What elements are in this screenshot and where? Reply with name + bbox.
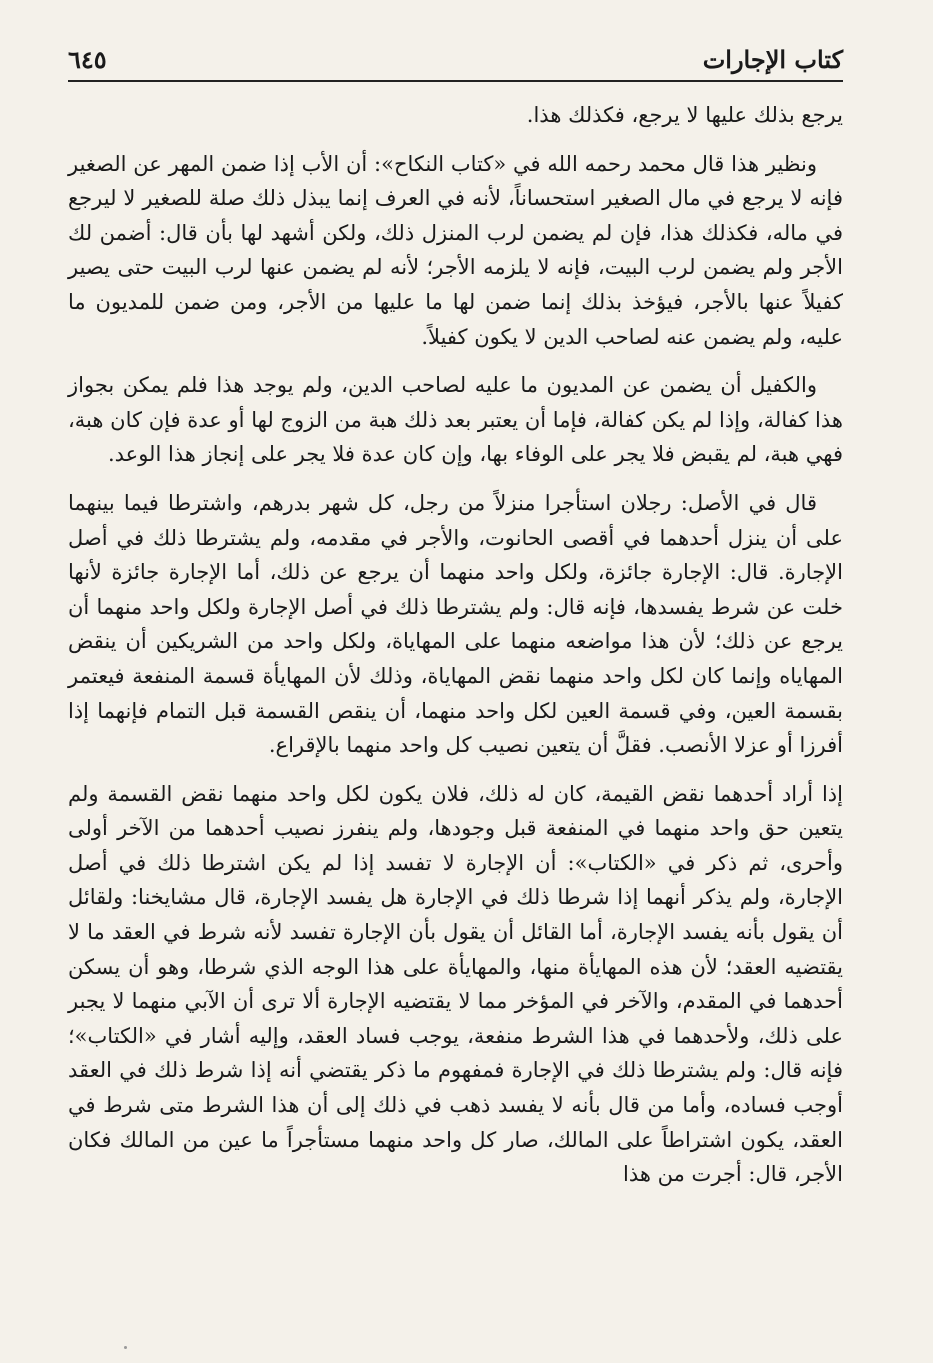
paragraph: والكفيل أن يضمن عن المديون ما عليه لصاحب الدين، ولم يوجد هذا فلم يمكن بجواز هذا كفالة، وإذا لم يكن كفالة، فإما أن يعتبر بعد ذلك هبة من الزوج لها أو عدة فإن كان هبة، فهي هبة، لم يقبض فلا يجر على الوفاء بها، وإن كان عدة فلا يجر على إنجاز هذا الوعد. [68, 373, 843, 467]
paragraph: ونظير هذا قال محمد رحمه الله في «كتاب النكاح»: أن الأب إذا ضمن المهر عن الصغير فإنه لا يرجع في مال الصغير استحساناً، لأنه في العرف إنما يبذل ذلك صلة للصغير لا ليرجع في ماله، فكذلك هذا، فإن لم يضمن لرب المنزل ذلك، ولكن أشهد لها بأن قال: أضمن لك الأجر ولم يضمن لرب البيت، فإنه لا يلزمه الأجر؛ لأنه لم يضمن عنها لرب البيت حتى يصير كفيلاً عنها بالأجر، فيؤخذ بذلك إنما ضمن لها ما عليها من الأجر، ومن ضمن للمديون ما عليه، ولم يضمن عنه لصاحب الدين لا يكون كفيلاً. [68, 151, 843, 349]
paragraph-continuation: يرجع بذلك عليها لا يرجع، فكذلك هذا. [526, 103, 843, 127]
page-body [68, 98, 843, 1192]
scan-speck [124, 1346, 127, 1349]
paragraph: إذا أراد أحدهما نقض القيمة، كان له ذلك، فلان يكون لكل واحد منهما نقض القسمة ولم يتعين حق واحد منهما في المنفعة قبل وجودها، ولم ينفرز نصيب أحدهما من الآخر أولى وأحرى، ثم ذكر في «الكتاب»: أن الإجارة لا تفسد إذا لم يكن اشترطا ذلك في أصل الإجارة، ولم يذكر أنهما إذا شرطا ذلك في الإجارة هل يفسد الإجارة، قال مشايخنا: ولقائل أن يقول بأنه يفسد الإجارة، أما القائل أن يقول بأن الإجارة تفسد لأنه شرط في العقد ما لا يقتضيه العقد؛ لأن هذه المهايأة منها، والمهايأة على هذا الوجه الذي شرطا، وهو أن يسكن أحدهما في المقدم، والآخر في المؤخر مما لا يقتضيه الإجارة ألا ترى أن الآبي منهما لا يجبر على ذلك، ولأحدهما في هذا الشرط منفعة، يوجب فساد العقد، وإليه أشار في «الكتاب»؛ فإنه قال: ولم يشترطا ذلك في الإجارة فمفهوم ما ذكر يقتضي أنه إذا شرط ذلك في العقد أوجب فساده، وأما من قال بأنه لا يفسد ذهب في ذلك إلى أن هذا الشرط متى شرط في العقد، يكون اشتراطاً على المالك، صار كل واحد منهما مستأجراً ما عين من المالك فكان الأجر، قال: أجرت من هذا [68, 781, 844, 1187]
page-header [68, 38, 843, 82]
book-title: كتاب الإجارات [702, 45, 843, 74]
paragraph: قال في الأصل: رجلان استأجرا منزلاً من رجل، كل شهر بدرهم، واشترطا فيما بينهما على أن ينزل أحدهما في أقصى الحانوت، والأجر في مقدمه، ولم يشترطا ذلك في أصل الإجارة. قال: الإجارة جائزة، ولكل واحد منهما أن يرجع عن ذلك، أما الإجارة جائزة لأنها خلت عن شرط يفسدها، فإنه قال: ولم يشترطا ذلك في أصل الإجارة ولكل واحد منهما أن يرجع عن ذلك؛ لأن هذا مواضعه منهما على المهاياة، ولكل واحد من الشريكين أن ينقض المهاياه وإنما كان لكل واحد منهما نقض المهاياة، وذلك لأن المهايأة قسمة المنفعة فيعتمر بقسمة العين، وفي قسمة العين لكل واحد منهما، أن ينقص القسمة قبل التمام فإنهما إذا أفرزا أو عزلا الأنصب. فقلَّ أن يتعين نصيب كل واحد منهما بالإقراع. [68, 490, 843, 758]
page-number: ٦٤٥ [68, 45, 107, 74]
